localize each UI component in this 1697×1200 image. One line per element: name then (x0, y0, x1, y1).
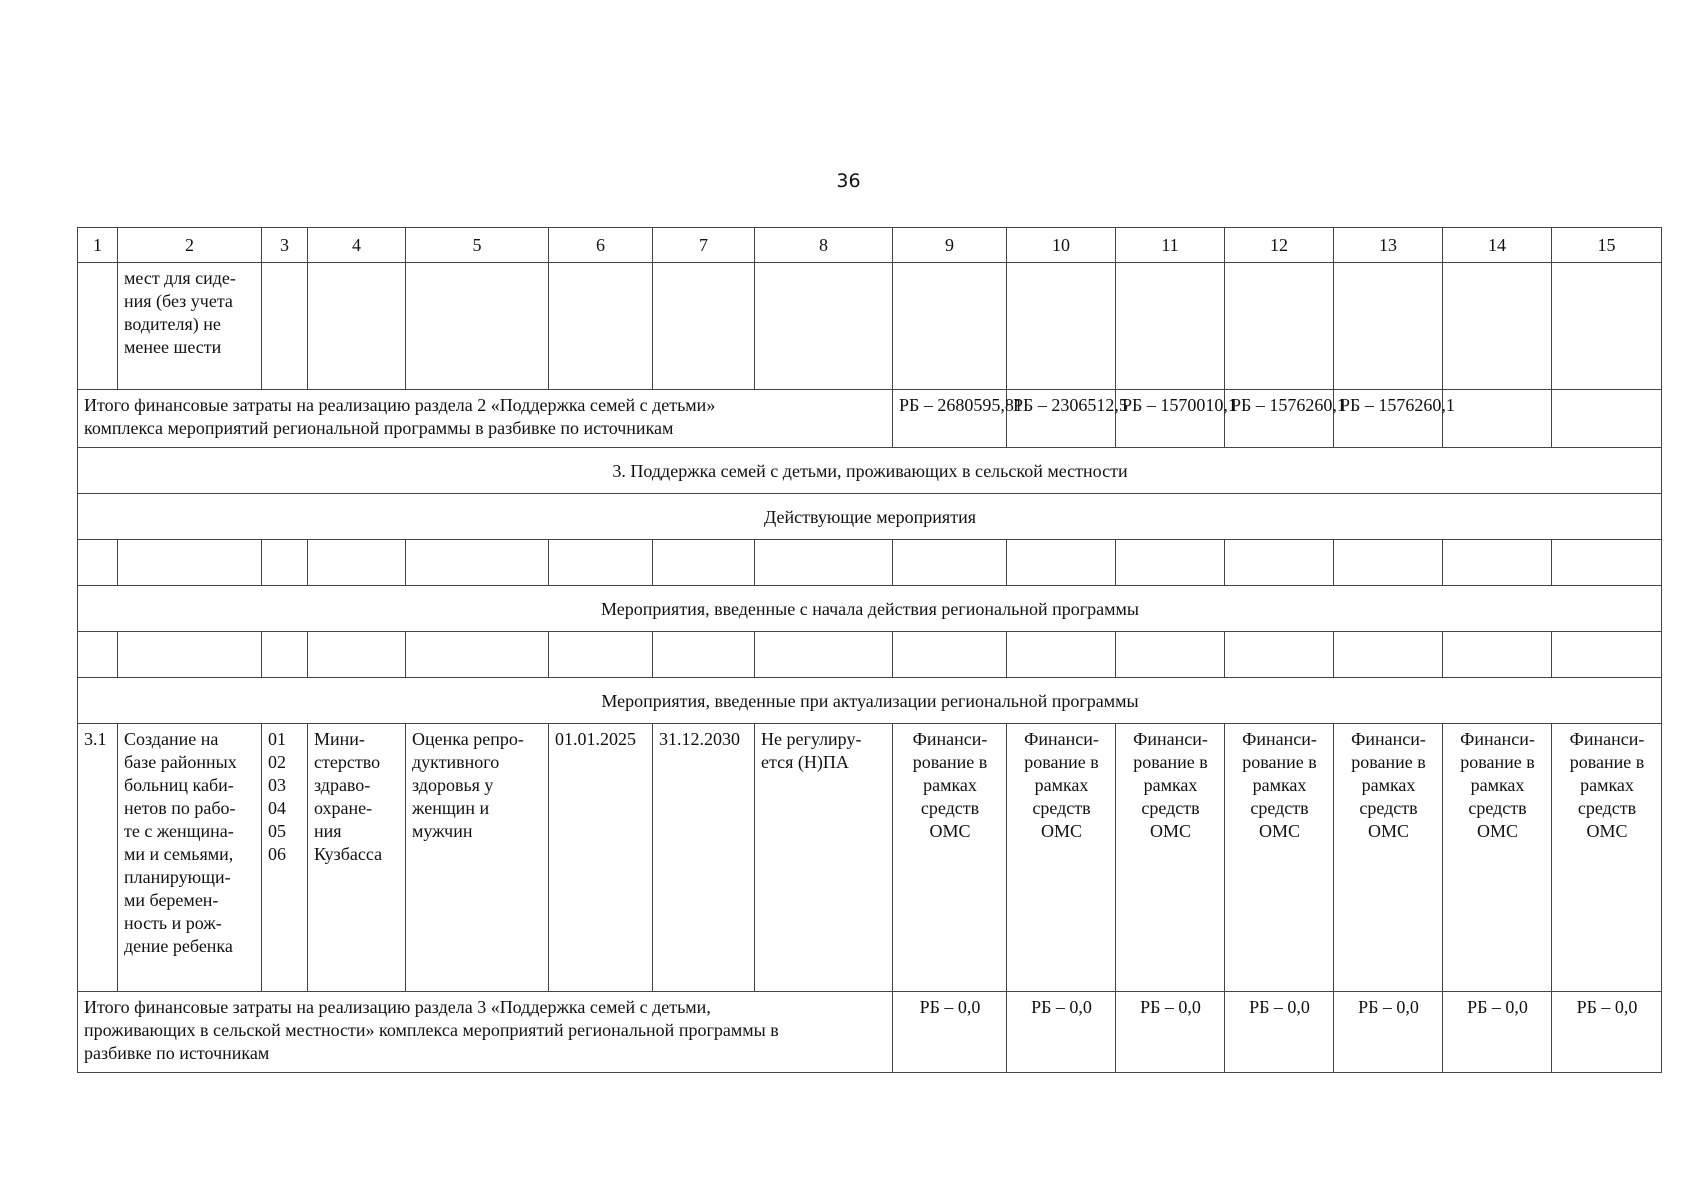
measure-financing: Финанси- рование в рамках средств ОМС (1116, 724, 1225, 992)
column-number: 6 (549, 228, 653, 263)
column-number: 3 (262, 228, 308, 263)
section2-total-row (78, 390, 1662, 448)
subsection-introduced-update: Мероприятия, введенные при актуализации региональной программы (78, 678, 1662, 724)
subsection-introduced-start-row (78, 586, 1662, 632)
section3-total-value: РБ – 0,0 (1552, 992, 1662, 1073)
section2-total-label: Итого финансовые затраты на реализацию раздела 2 «Поддержка семей с детьми» комплекса мероприятий региональной программы в разбивке по источникам (78, 390, 893, 448)
measure-indicator: Оценка репро- дуктивного здоровья у женщин и мужчин (406, 724, 549, 992)
measure-regulation: Не регулиру- ется (Н)ПА (755, 724, 893, 992)
section2-total-value: РБ – 1576260,1 (1225, 390, 1334, 448)
section3-total-value: РБ – 0,0 (1334, 992, 1443, 1073)
measure-end-date: 31.12.2030 (653, 724, 755, 992)
column-number: 15 (1552, 228, 1662, 263)
measure-number: 3.1 (78, 724, 118, 992)
section3-total-value: РБ – 0,0 (1116, 992, 1225, 1073)
measure-financing: Финанси- рование в рамках средств ОМС (1334, 724, 1443, 992)
section3-total-value: РБ – 0,0 (893, 992, 1007, 1073)
measure-financing: Финанси- рование в рамках средств ОМС (1443, 724, 1552, 992)
measure-row-3-1 (78, 724, 1662, 992)
subsection-current-row (78, 494, 1662, 540)
column-number: 7 (653, 228, 755, 263)
continuation-row (78, 263, 1662, 390)
column-number: 4 (308, 228, 406, 263)
section3-total-value: РБ – 0,0 (1007, 992, 1116, 1073)
column-number: 12 (1225, 228, 1334, 263)
subsection-introduced-update-row (78, 678, 1662, 724)
section2-total-value (1443, 390, 1552, 448)
column-number-row (78, 228, 1662, 263)
column-number: 8 (755, 228, 893, 263)
measure-financing: Финанси- рование в рамках средств ОМС (1552, 724, 1662, 992)
section2-total-value: РБ – 1576260,1 (1334, 390, 1443, 448)
column-number: 5 (406, 228, 549, 263)
section2-total-value (1552, 390, 1662, 448)
column-number: 9 (893, 228, 1007, 263)
financing-table (77, 227, 1662, 1073)
section3-total-value: РБ – 0,0 (1225, 992, 1334, 1073)
empty-row (78, 632, 1662, 678)
section2-total-value: РБ – 2680595,81 (893, 390, 1007, 448)
column-number: 2 (118, 228, 262, 263)
section3-title-row (78, 448, 1662, 494)
section2-total-value: РБ – 1570010,1 (1116, 390, 1225, 448)
subsection-introduced-start: Мероприятия, введенные с начала действия региональной программы (78, 586, 1662, 632)
section2-total-value: РБ – 2306512,5 (1007, 390, 1116, 448)
column-number: 10 (1007, 228, 1116, 263)
measure-financing: Финанси- рование в рамках средств ОМС (1007, 724, 1116, 992)
section3-total-label: Итого финансовые затраты на реализацию раздела 3 «Поддержка семей с детьми, проживающих в сельской местности» комплекса мероприятий региональной программы в разбивке по источникам (78, 992, 893, 1073)
measure-executor: Мини- стерство здраво- охране- ния Кузбасса (308, 724, 406, 992)
column-number: 11 (1116, 228, 1225, 263)
continuation-text: мест для сиде- ния (без учета водителя) не менее шести (118, 263, 262, 390)
measure-name: Создание на базе районных больниц каби- нетов по рабо- те с женщина- ми и семьями, планирующи- ми беремен- ность и рож- дение ребенка (118, 724, 262, 992)
column-number: 14 (1443, 228, 1552, 263)
page-number: 36 (836, 170, 861, 192)
section3-title: 3. Поддержка семей с детьми, проживающих в сельской местности (78, 448, 1662, 494)
column-number: 13 (1334, 228, 1443, 263)
subsection-current: Действующие мероприятия (78, 494, 1662, 540)
empty-row (78, 540, 1662, 586)
measure-start-date: 01.01.2025 (549, 724, 653, 992)
measure-financing: Финанси- рование в рамках средств ОМС (1225, 724, 1334, 992)
section3-total-value: РБ – 0,0 (1443, 992, 1552, 1073)
measure-financing: Финанси- рование в рамках средств ОМС (893, 724, 1007, 992)
measure-codes: 01 02 03 04 05 06 (262, 724, 308, 992)
column-number: 1 (78, 228, 118, 263)
section3-total-row (78, 992, 1662, 1073)
